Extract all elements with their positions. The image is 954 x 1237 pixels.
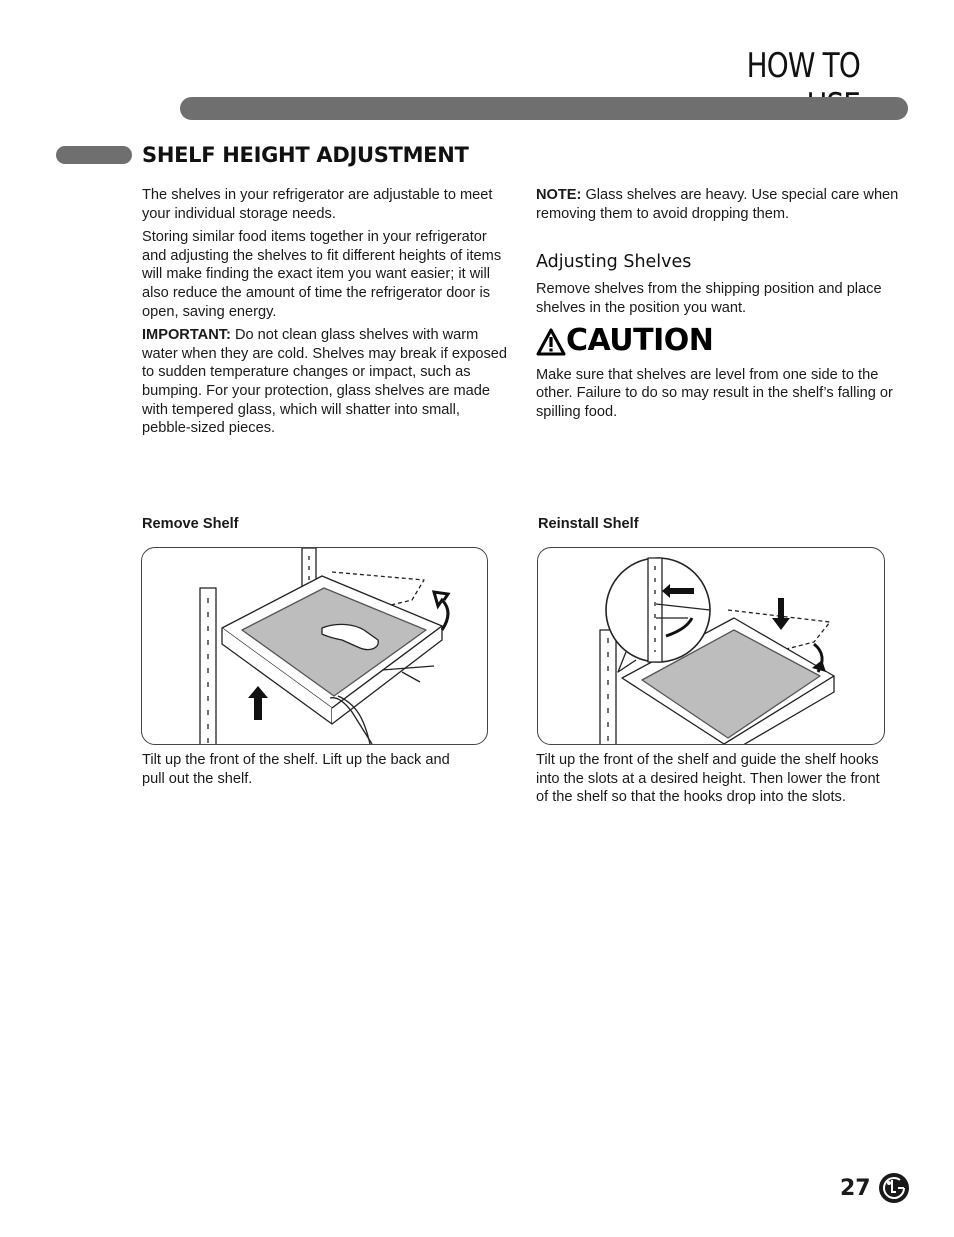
note-paragraph <box>536 186 908 223</box>
lg-logo-icon <box>878 1172 910 1204</box>
reinstall-shelf-drawing <box>538 548 884 744</box>
reinstall-shelf-illustration <box>537 547 885 745</box>
caution-heading <box>536 323 908 359</box>
important-label: IMPORTANT: <box>142 326 231 343</box>
remove-shelf-drawing <box>142 548 487 744</box>
remove-shelf-label: Remove Shelf <box>142 516 239 532</box>
intro-paragraph: The shelves in your refrigerator are adjustable to meet your individual storage needs. <box>142 187 493 222</box>
caution-title: CAUTION <box>566 323 714 359</box>
adjusting-shelves-heading: Adjusting Shelves <box>536 252 692 273</box>
remove-shelf-illustration <box>141 547 488 745</box>
page-header-title: HOW TO <box>746 46 860 86</box>
note-text: Glass shelves are heavy. Use special care when removing them to avoid dropping them. <box>536 187 899 222</box>
adjust-paragraph: Remove shelves from the shipping position and place shelves in the position you want. <box>536 281 882 316</box>
section-marker <box>56 146 132 164</box>
section-title: SHELF HEIGHT ADJUSTMENT <box>142 143 469 167</box>
page-number: 27 <box>840 1176 871 1201</box>
warning-icon <box>536 328 566 356</box>
reinstall-shelf-label: Reinstall Shelf <box>538 516 639 532</box>
header-bar <box>180 97 908 120</box>
storage-paragraph: Storing similar food items together in your refrigerator and adjusting the shelves to fit different heights of items will make finding the exact item you want easier; it will also reduce the amount of time the refrigerator door is open, saving energy. <box>142 228 502 320</box>
note-label: NOTE: <box>536 187 582 203</box>
caution-paragraph: Make sure that shelves are level from one side to the other. Failure to do so may result in the shelf’s falling or spilling food. <box>536 366 893 420</box>
remove-shelf-caption: Tilt up the front of the shelf. Lift up the back and pull out the shelf. <box>142 752 450 787</box>
important-paragraph <box>142 326 510 438</box>
right-column <box>536 186 908 426</box>
important-text: Do not clean glass shelves with warm water when they are cold. Shelves may break if exposed to sudden temperature changes or impact, such as bumping. For your protection, glass shelves are made with tempered glass, which will shatter into small, pebble-sized pieces. <box>142 326 508 437</box>
reinstall-shelf-caption: Tilt up the front of the shelf and guide the shelf hooks into the slots at a desired height. Then lower the front of the shelf so that the hooks drop into the slots. <box>536 752 880 806</box>
left-column <box>142 186 510 443</box>
